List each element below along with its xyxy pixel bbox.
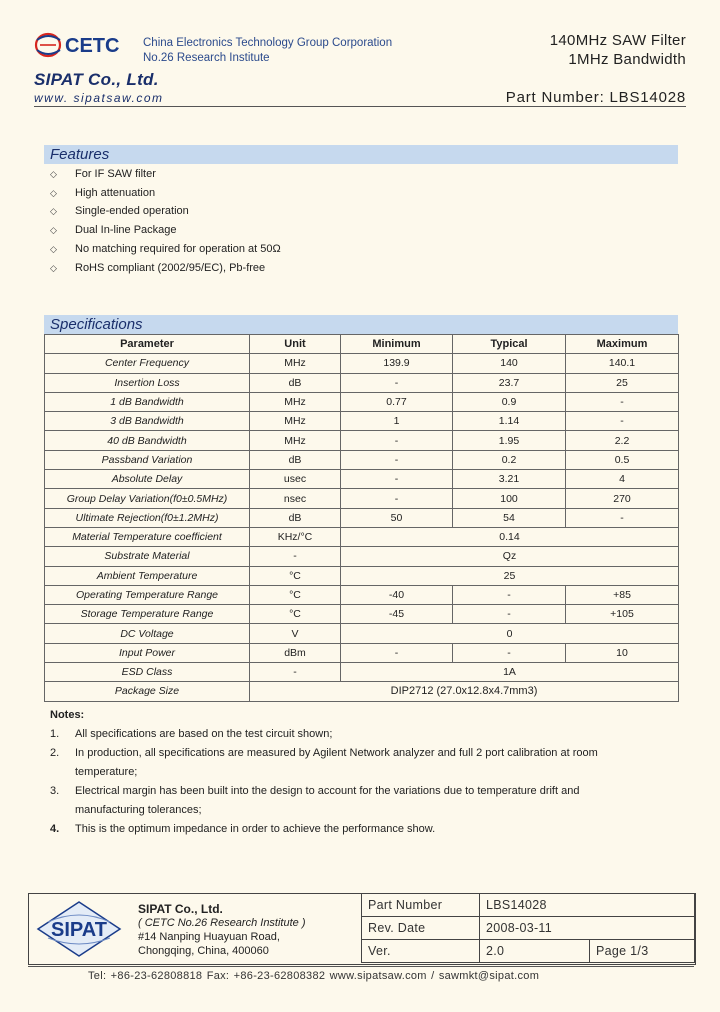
parameter-cell: Package Size <box>45 682 250 701</box>
column-header: Maximum <box>566 335 679 354</box>
title-line-1: 140MHz SAW Filter <box>549 32 686 49</box>
page-indicator: Page 1/3 <box>590 940 695 963</box>
parameter-cell: Group Delay Variation(f0±0.5MHz) <box>45 489 250 508</box>
diamond-bullet-icon: ◇ <box>50 243 57 254</box>
value-cell: dB <box>250 373 341 392</box>
footer-address-1: #14 Nanping Huayuan Road, <box>138 931 280 943</box>
parameter-cell: Center Frequency <box>45 354 250 373</box>
value-cell: nsec <box>250 489 341 508</box>
title-line-2: 1MHz Bandwidth <box>568 51 686 68</box>
value-cell: 10 <box>566 643 679 662</box>
note-item: 4. This is the optimum impedance in order to achieve the performance show. <box>50 823 436 835</box>
diamond-bullet-icon: ◇ <box>50 169 57 179</box>
value-cell: 2.2 <box>566 431 679 450</box>
table-row <box>45 682 679 701</box>
note-item: 2. In production, all specifications are measured by Agilent Network analyzer and full 2 port calibration at room temperature; <box>50 747 598 778</box>
value-cell: 3.21 <box>453 470 566 489</box>
merged-value-cell: 1A <box>341 663 679 682</box>
value-cell: - <box>341 373 453 392</box>
parameter-cell: 3 dB Bandwidth <box>45 412 250 431</box>
value-cell: 1.95 <box>453 431 566 450</box>
parameter-cell: 1 dB Bandwidth <box>45 392 250 411</box>
footer-divider <box>28 966 694 967</box>
feature-item: ◇ RoHS compliant (2002/95/EC), Pb-free <box>50 259 281 278</box>
value-cell: dB <box>250 508 341 527</box>
table-row <box>45 663 679 682</box>
value-cell: +85 <box>566 585 679 604</box>
features-heading: Features <box>50 146 110 163</box>
document-info-table <box>361 893 695 963</box>
part-number-title: Part Number: LBS14028 <box>505 89 686 106</box>
value-cell: - <box>341 470 453 489</box>
feature-item: ◇ No matching required for operation at 50Ω <box>50 240 281 259</box>
value-cell: 50 <box>341 508 453 527</box>
footer-institute: ( CETC No.26 Research Institute ) <box>138 917 306 929</box>
table-row <box>45 392 679 411</box>
value-cell: - <box>453 605 566 624</box>
company-name: SIPAT Co., Ltd. <box>34 70 159 89</box>
parameter-cell: Passband Variation <box>45 450 250 469</box>
version-value: 2.0 <box>480 940 590 963</box>
parameter-cell: Insertion Loss <box>45 373 250 392</box>
value-cell: - <box>341 489 453 508</box>
column-header: Typical <box>453 335 566 354</box>
parameter-cell: Input Power <box>45 643 250 662</box>
value-cell: 54 <box>453 508 566 527</box>
value-cell: usec <box>250 470 341 489</box>
part-number-label: Part Number <box>362 894 480 917</box>
value-cell: - <box>566 392 679 411</box>
merged-value-cell: 25 <box>341 566 679 585</box>
diamond-bullet-icon: ◇ <box>50 225 57 236</box>
column-header: Unit <box>250 335 341 354</box>
table-row <box>45 412 679 431</box>
value-cell: - <box>566 508 679 527</box>
notes-section <box>50 706 650 839</box>
value-cell: 1 <box>341 412 453 431</box>
parameter-cell: Substrate Material <box>45 547 250 566</box>
value-cell: MHz <box>250 354 341 373</box>
parameter-cell: 40 dB Bandwidth <box>45 431 250 450</box>
note-item: 3. Electrical margin has been built into the design to account for the variations due to temperature drift and manufacturing tolerances; <box>50 785 580 816</box>
sipat-logo <box>34 900 124 958</box>
specifications-bar <box>44 315 678 334</box>
merged-value-cell: Qz <box>341 547 679 566</box>
corp-line-2: No.26 Research Institute <box>143 52 270 64</box>
value-cell: MHz <box>250 412 341 431</box>
parameter-cell: Ambient Temperature <box>45 566 250 585</box>
value-cell: - <box>453 585 566 604</box>
value-cell: - <box>341 431 453 450</box>
value-cell: 4 <box>566 470 679 489</box>
features-bar <box>44 145 678 164</box>
value-cell: 140.1 <box>566 354 679 373</box>
rev-date-label: Rev. Date <box>362 917 480 940</box>
value-cell: 270 <box>566 489 679 508</box>
merged-value-cell: 0.14 <box>341 527 679 546</box>
website-link[interactable]: www. sipatsaw.com <box>34 91 164 105</box>
footer-address-2: Chongqing, China, 400060 <box>138 945 269 957</box>
unit-cell: - <box>250 547 341 566</box>
product-title <box>550 31 686 69</box>
value-cell: 100 <box>453 489 566 508</box>
value-cell: - <box>453 643 566 662</box>
table-header-row <box>45 335 679 354</box>
parameter-cell: Ultimate Rejection(f0±1.2MHz) <box>45 508 250 527</box>
feature-item: ◇ Dual In-line Package <box>50 221 281 240</box>
parameter-cell: ESD Class <box>45 663 250 682</box>
parameter-cell: Material Temperature coefficient <box>45 527 250 546</box>
value-cell: 140 <box>453 354 566 373</box>
value-cell: MHz <box>250 431 341 450</box>
value-cell: +105 <box>566 605 679 624</box>
value-cell: 25 <box>566 373 679 392</box>
table-row <box>45 508 679 527</box>
footer-company-name: SIPAT Co., Ltd. <box>138 902 223 916</box>
value-cell: 0.5 <box>566 450 679 469</box>
table-row <box>45 450 679 469</box>
specifications-table <box>44 334 679 702</box>
sipat-logo-text: SIPAT <box>51 919 107 941</box>
contact-line: Tel: +86-23-62808818 Fax: +86-23-62808382 www.sipatsaw.com / sawmkt@sipat.com <box>88 970 540 982</box>
rev-date-value: 2008-03-11 <box>480 917 695 940</box>
part-number-value: LBS14028 <box>480 894 695 917</box>
value-cell: -40 <box>341 585 453 604</box>
unit-cell: V <box>250 624 341 643</box>
corp-line-1: China Electronics Technology Group Corporation <box>143 37 393 49</box>
value-cell: - <box>566 412 679 431</box>
corporation-name <box>143 36 392 66</box>
table-row <box>45 527 679 546</box>
unit-cell: °C <box>250 566 341 585</box>
table-row <box>45 489 679 508</box>
table-row <box>45 431 679 450</box>
value-cell: 0.2 <box>453 450 566 469</box>
feature-item: ◇ Single-ended operation <box>50 202 281 221</box>
diamond-bullet-icon: ◇ <box>50 206 57 217</box>
parameter-cell: Absolute Delay <box>45 470 250 489</box>
feature-item: ◇ For IF SAW filter <box>50 165 281 184</box>
table-row <box>45 643 679 662</box>
table-row <box>45 605 679 624</box>
version-label: Ver. <box>362 940 480 963</box>
value-cell: - <box>341 643 453 662</box>
parameter-cell: Storage Temperature Range <box>45 605 250 624</box>
value-cell: °C <box>250 605 341 624</box>
cetc-logo <box>34 28 134 62</box>
specifications-heading: Specifications <box>50 316 143 333</box>
table-row <box>45 373 679 392</box>
table-row <box>45 585 679 604</box>
note-item: 1. All specifications are based on the test circuit shown; <box>50 728 333 740</box>
unit-cell: - <box>250 663 341 682</box>
value-cell: 23.7 <box>453 373 566 392</box>
value-cell: °C <box>250 585 341 604</box>
cetc-logo-text: CETC <box>65 35 120 57</box>
value-cell: 139.9 <box>341 354 453 373</box>
column-header: Parameter <box>45 335 250 354</box>
diamond-bullet-icon: ◇ <box>50 187 57 198</box>
diamond-bullet-icon: ◇ <box>50 262 57 273</box>
parameter-cell: Operating Temperature Range <box>45 585 250 604</box>
table-row <box>45 470 679 489</box>
feature-item: ◇ High attenuation <box>50 184 281 203</box>
column-header: Minimum <box>341 335 453 354</box>
notes-heading: Notes: <box>50 709 85 721</box>
table-row <box>45 624 679 643</box>
header-divider <box>34 106 686 107</box>
merged-value-cell: 0 <box>341 624 679 643</box>
features-list <box>50 165 281 277</box>
value-cell: dB <box>250 450 341 469</box>
table-row <box>45 566 679 585</box>
unit-cell: KHz/°C <box>250 527 341 546</box>
value-cell: 0.9 <box>453 392 566 411</box>
value-cell: 1.14 <box>453 412 566 431</box>
table-row <box>45 354 679 373</box>
footer-company-info <box>138 902 306 958</box>
value-cell: dBm <box>250 643 341 662</box>
table-row <box>45 547 679 566</box>
parameter-cell: DC Voltage <box>45 624 250 643</box>
value-cell: 0.77 <box>341 392 453 411</box>
value-cell: MHz <box>250 392 341 411</box>
value-cell: - <box>341 450 453 469</box>
merged-value-cell: DIP2712 (27.0x12.8x4.7mm3) <box>250 682 679 701</box>
value-cell: -45 <box>341 605 453 624</box>
